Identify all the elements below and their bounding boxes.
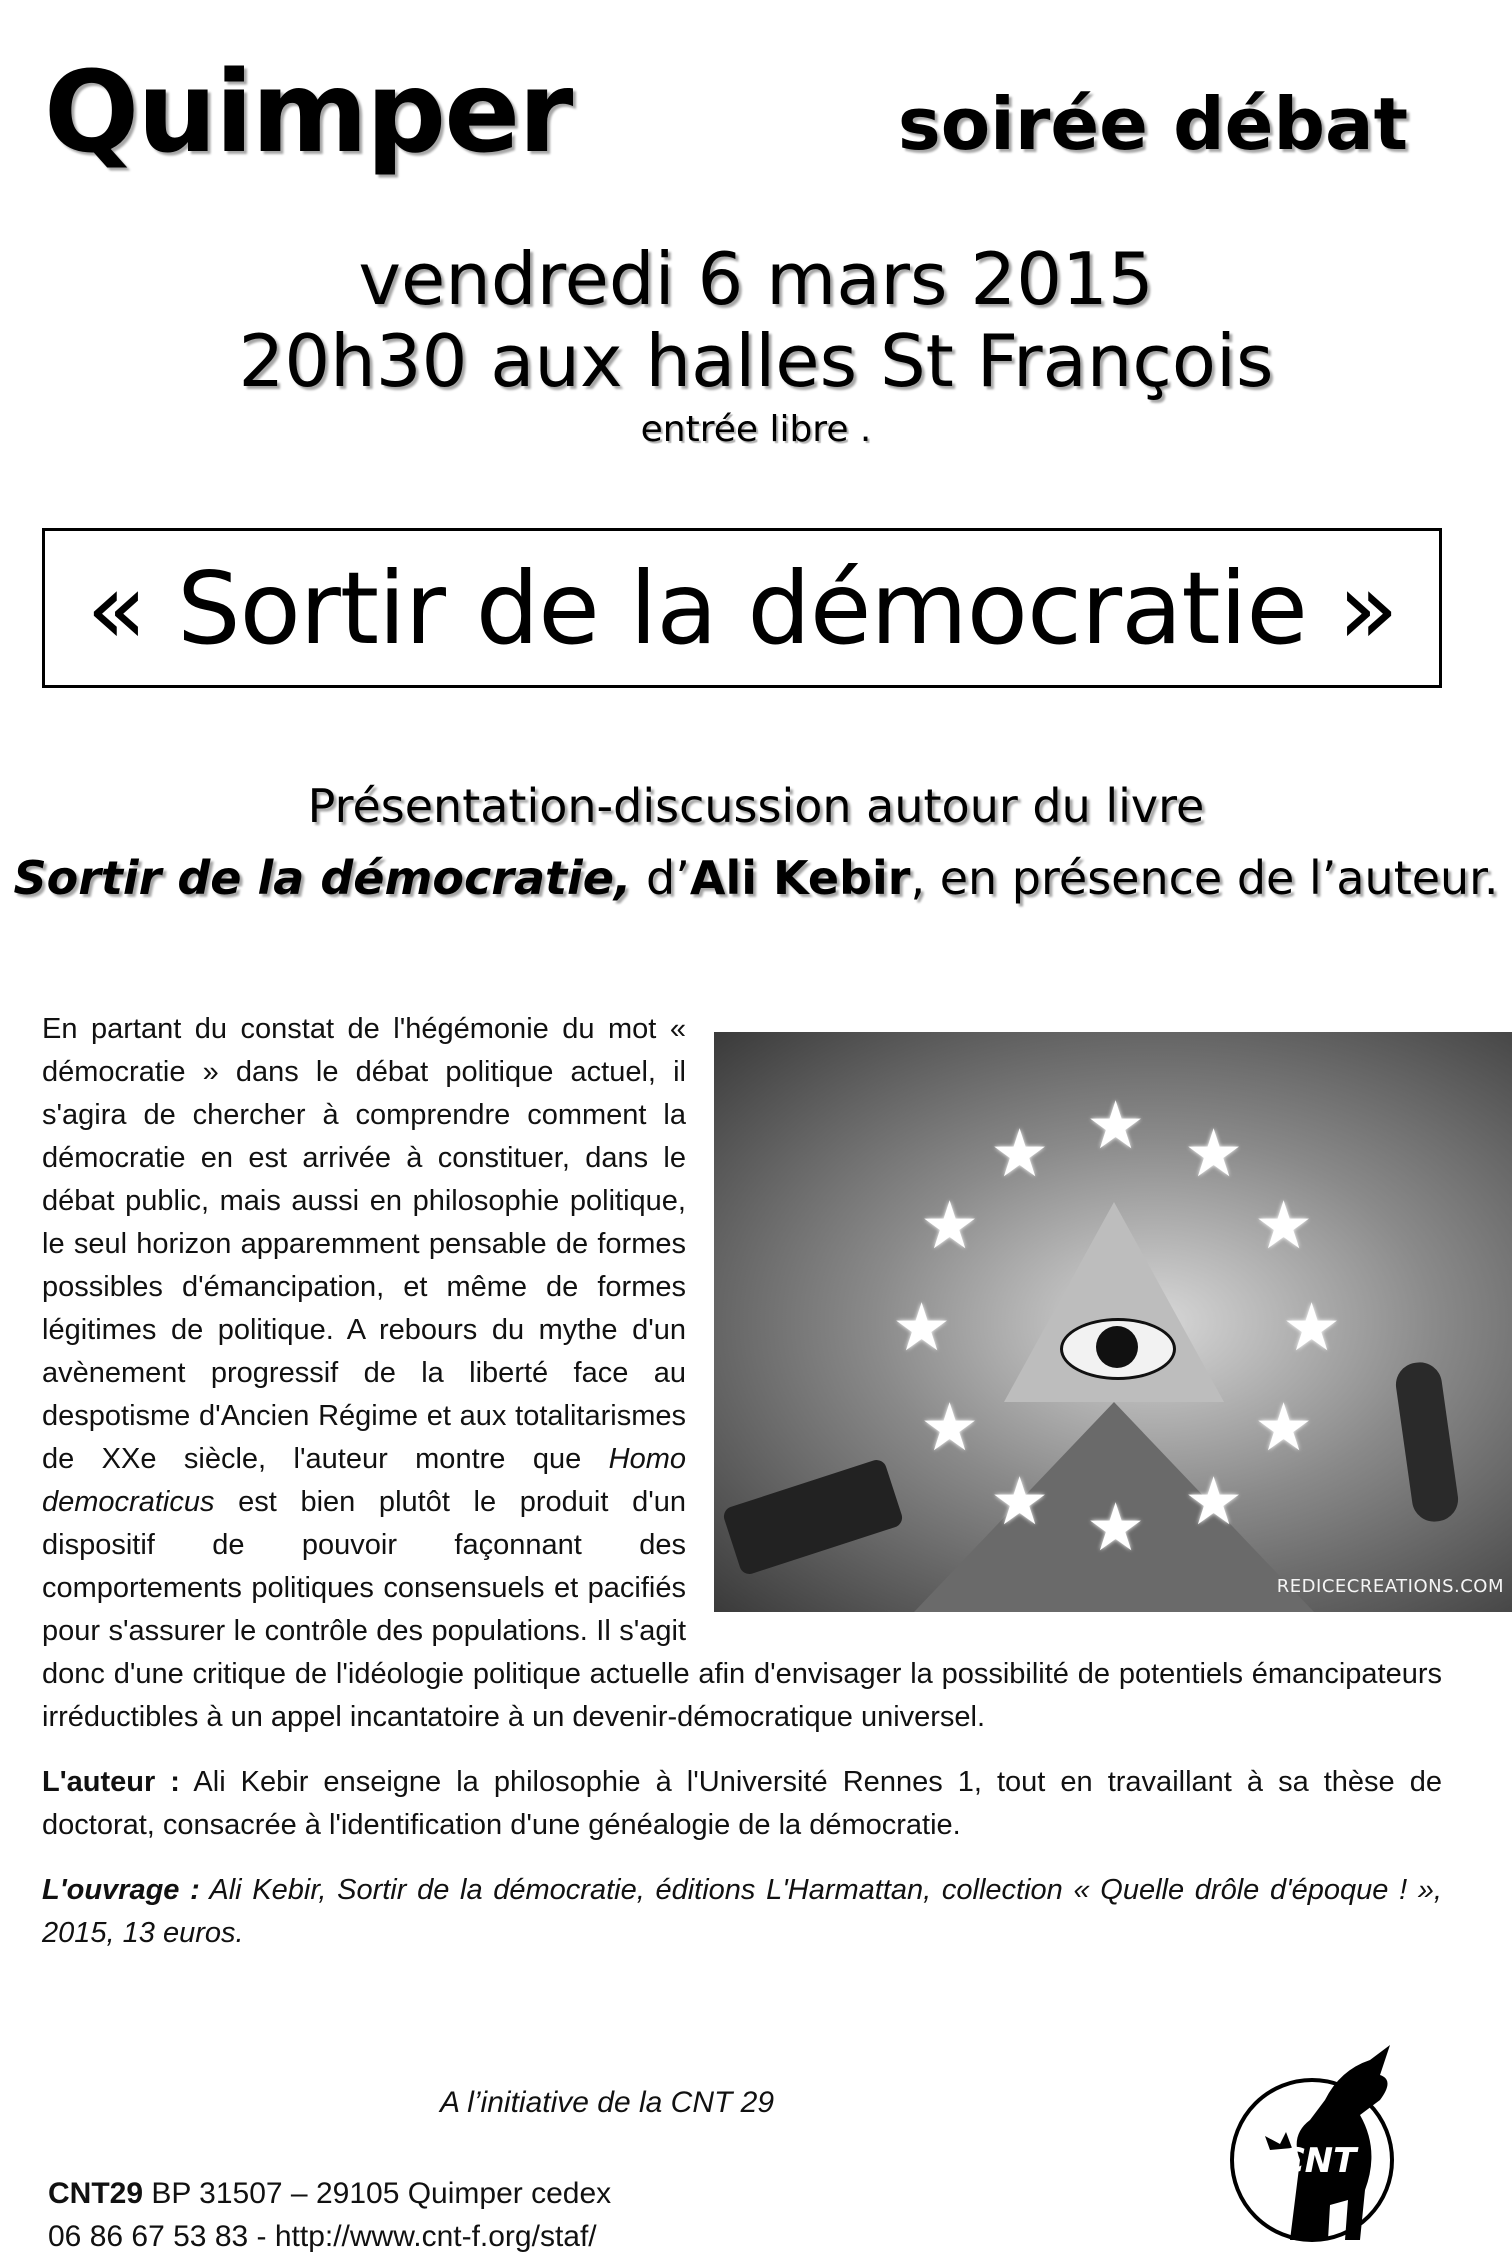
address: BP 31507 – 29105 Quimper cedex: [143, 2177, 612, 2210]
author-name: Ali Kebir: [689, 851, 911, 905]
subtitle-line-1: Présentation-discussion autour du livre: [307, 779, 1205, 833]
illustration-eye-pyramid: [714, 1032, 1512, 1612]
image-credit: REDICECREATIONS.COM: [1276, 1576, 1504, 1597]
subtitle-by: d’: [631, 851, 690, 905]
subtitle-rest: , en présence de l’auteur.: [910, 851, 1499, 905]
star-icon: ★: [1086, 1088, 1146, 1162]
title-box: [42, 528, 1442, 688]
author-label: L'auteur :: [42, 1766, 180, 1798]
surveillance-camera-icon: [1393, 1360, 1461, 1525]
star-icon: ★: [920, 1390, 980, 1464]
author-paragraph: [42, 1761, 1442, 1847]
description-text: En partant du constat de l'hégémonie du mot « démocratie » dans le débat politique actuel, il s'agira de chercher à comprendre comment la démocratie en est arrivée à constituer, dans le débat public, mais aussi en philosophie politique, le seul horizon apparemment pensable de formes possibles d'émancipation, et même de formes légitimes de politique. A rebours du mythe d'un avènement progressif de la liberté face au despotisme d'Ancien Régime et aux totalitarismes de XXe siècle, l'auteur montre que: [42, 1013, 686, 1475]
contact-block: [48, 2172, 611, 2258]
author-text: Ali Kebir enseigne la philosophie à l'Université Rennes 1, tout en travaillant à sa thèse de doctorat, consacrée à l'identification d'une généalogie de la démocratie.: [42, 1766, 1442, 1841]
event-time-place: 20h30 aux halles St François: [238, 319, 1274, 403]
subtitle: [0, 770, 1512, 914]
star-icon: ★: [1184, 1116, 1244, 1190]
book-label: L'ouvrage :: [42, 1874, 200, 1906]
date-block: [0, 238, 1512, 458]
star-icon: ★: [920, 1188, 980, 1262]
star-icon: ★: [990, 1464, 1050, 1538]
book-paragraph: [42, 1869, 1442, 1955]
star-icon: ★: [1184, 1464, 1244, 1538]
address-line: [48, 2172, 611, 2215]
cnt-cat-logo: [1230, 2040, 1410, 2250]
event-type-heading: soirée débat: [897, 82, 1408, 166]
star-icon: ★: [1282, 1290, 1342, 1364]
event-title: « Sortir de la démocratie »: [86, 549, 1398, 667]
subtitle-line-2: [0, 842, 1512, 914]
event-date: vendredi 6 mars 2015: [358, 237, 1154, 321]
star-icon: ★: [1086, 1490, 1146, 1564]
star-icon: ★: [892, 1290, 952, 1364]
city-heading: Quimper: [44, 48, 572, 178]
star-icon: ★: [990, 1116, 1050, 1190]
surveillance-camera-icon: [721, 1457, 904, 1576]
pupil-shape: [1096, 1326, 1138, 1368]
logo-text: CNT: [1279, 2141, 1357, 2181]
star-icon: ★: [1254, 1390, 1314, 1464]
description: [42, 1008, 1504, 1955]
entry-note: entrée libre .: [640, 409, 872, 450]
book-title: Sortir de la démocratie,: [13, 851, 632, 905]
initiative-note: A l’initiative de la CNT 29: [440, 2086, 775, 2119]
phone-web-line: 06 86 67 53 83 - http://www.cnt-f.org/staf/: [48, 2220, 597, 2253]
description-text-cont: est bien plutôt le produit d'un dispositif de pouvoir façonnant des comportements politiques consensuels et pacifiés pour s'assurer le contrôle des populations. Il s'agit donc d'une critique de l'idéologie politique actuelle afin d'envisager la possibilité de potentiels émancipateurs irréductibles à un appel incantatoire à un devenir-démocratique universel.: [42, 1486, 1442, 1733]
star-icon: ★: [1254, 1188, 1314, 1262]
org-name: CNT29: [48, 2177, 144, 2210]
description-italic: Homo democraticus: [42, 1443, 686, 1518]
book-text: Ali Kebir, Sortir de la démocratie, éditions L'Harmattan, collection « Quelle drôle d'époque ! », 2015, 13 euros.: [42, 1874, 1442, 1949]
